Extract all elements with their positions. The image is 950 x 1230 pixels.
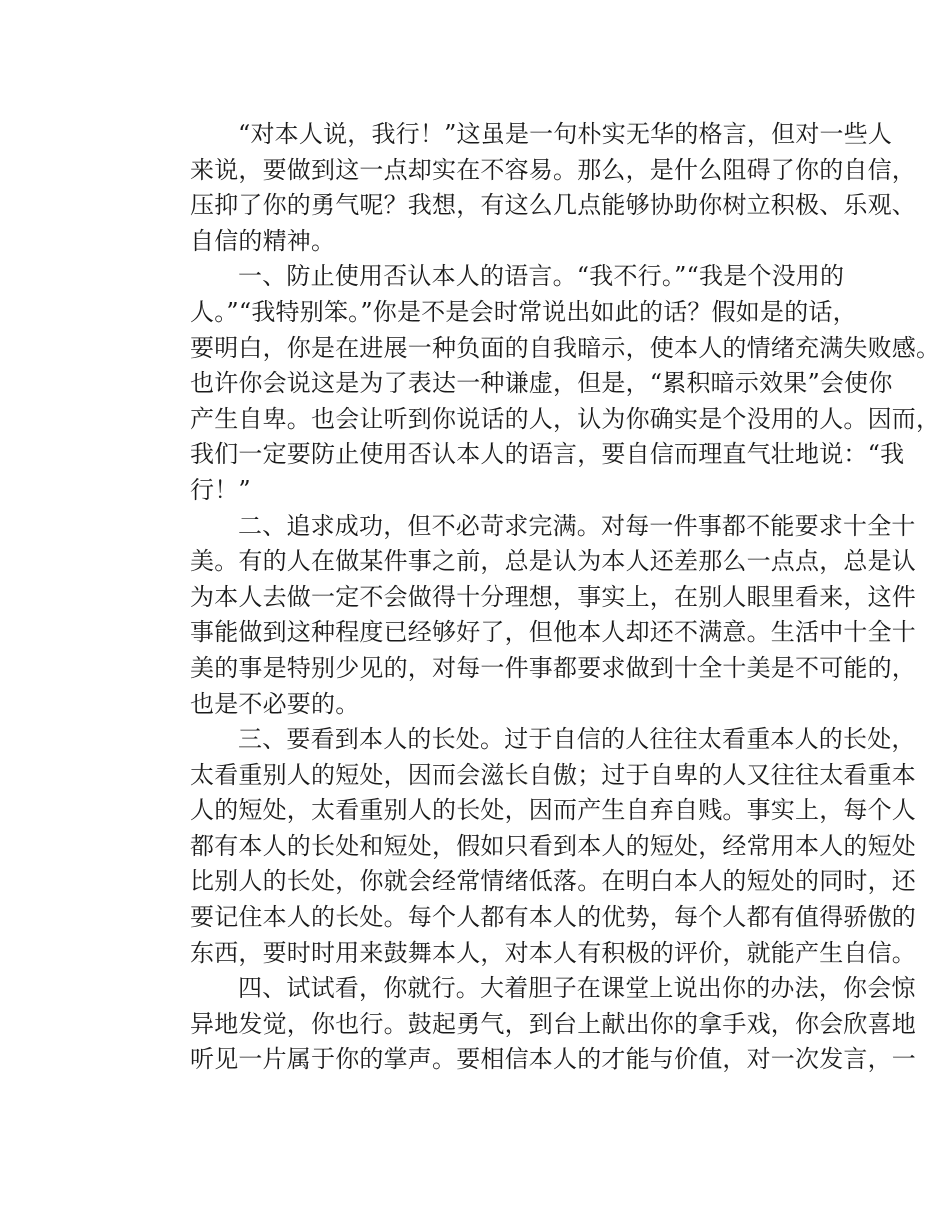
paragraph-point-four bbox=[142, 971, 916, 1078]
text-line: 人的短处，太看重别人的长处，因而产生自弃自贱。事实上，每个人 bbox=[190, 796, 916, 825]
text-line: 压抑了你的勇气呢？我想，有这么几点能够协助你树立积极、乐观、 bbox=[190, 191, 916, 220]
text-line: 来说，要做到这一点却实在不容易。那么，是什么阻碍了你的自信， bbox=[190, 155, 916, 184]
text-line: 异地发觉，你也行。鼓起勇气，到台上献出你的拿手戏，你会欣喜地 bbox=[190, 1009, 916, 1038]
text-line: 人。”“我特别笨。”你是不是会时常说出如此的话？假如是的话， bbox=[190, 297, 857, 326]
paragraph-point-two bbox=[142, 509, 916, 723]
text-line: “对本人说，我行！”这虽是一句朴实无华的格言，但对一些人 bbox=[238, 120, 893, 148]
text-line: 产生自卑。也会让听到你说话的人，认为你确实是个没用的人。因而， bbox=[190, 404, 941, 433]
text-line: 为本人去做一定不会做得十分理想，事实上，在别人眼里看来，这件 bbox=[190, 582, 916, 611]
text-line: 美。有的人在做某件事之前，总是认为本人还差那么一点点，总是认 bbox=[190, 547, 916, 576]
text-line: 自信的精神。 bbox=[190, 226, 336, 255]
document-page bbox=[142, 117, 941, 1078]
text-line: 太看重别人的短处，因而会滋长自傲；过于自卑的人又往往太看重本 bbox=[190, 760, 916, 789]
paragraph-intro bbox=[142, 117, 916, 259]
text-line: 也是不必要的。 bbox=[190, 689, 360, 718]
text-line: 东西，要时时用来鼓舞本人，对本人有积极的评价，就能产生自信。 bbox=[190, 938, 916, 967]
paragraph-point-one bbox=[142, 259, 941, 508]
text-line: 要记住本人的长处。每个人都有本人的优势，每个人都有值得骄傲的 bbox=[190, 903, 916, 932]
text-line: 美的事是特别少见的，对每一件事都要求做到十全十美是不可能的， bbox=[190, 653, 916, 682]
paragraph-point-three bbox=[142, 722, 916, 971]
text-line: 也许你会说这是为了表达一种谦虚，但是，“累积暗示效果”会使你 bbox=[190, 369, 893, 398]
text-line: 比别人的长处，你就会经常情绪低落。在明白本人的短处的同时，还 bbox=[190, 867, 916, 896]
text-line: 四、试试看，你就行。大着胆子在课堂上说出你的办法，你会惊 bbox=[238, 974, 916, 1003]
text-line: 我们一定要防止使用否认本人的语言，要自信而理直气壮地说：“我 bbox=[190, 440, 905, 469]
text-line: 事能做到这种程度已经够好了，但他本人却还不满意。生活中十全十 bbox=[190, 618, 916, 647]
text-line: 二、追求成功，但不必苛求完满。对每一件事都不能要求十全十 bbox=[238, 511, 916, 540]
text-line: 三、要看到本人的长处。过于自信的人往往太看重本人的长处， bbox=[238, 725, 916, 754]
text-line: 听见一片属于你的掌声。要相信本人的才能与价值，对一次发言，一 bbox=[190, 1045, 916, 1074]
text-line: 行！” bbox=[190, 475, 251, 504]
text-line: 要明白，你是在进展一种负面的自我暗示，使本人的情绪充满失败感。 bbox=[190, 333, 941, 362]
text-line: 一、防止使用否认本人的语言。“我不行。”“我是个没用的 bbox=[238, 262, 845, 291]
text-line: 都有本人的长处和短处，假如只看到本人的短处，经常用本人的短处 bbox=[190, 831, 916, 860]
